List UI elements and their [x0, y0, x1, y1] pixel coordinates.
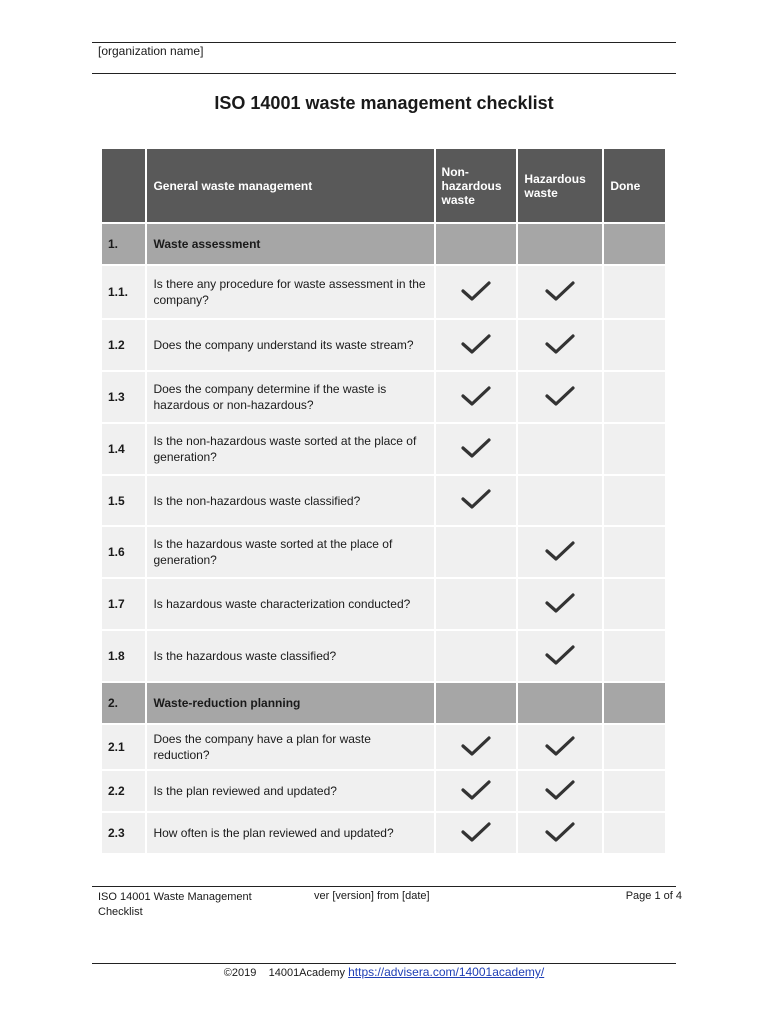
section-cell-done — [604, 224, 665, 264]
section-number: 2. — [102, 683, 145, 723]
item-question: How often is the plan reviewed and updated? — [147, 813, 433, 853]
hazardous-cell[interactable] — [518, 813, 602, 853]
item-question: Is the hazardous waste classified? — [147, 631, 433, 681]
checkmark-icon — [543, 643, 577, 667]
item-number: 1.6 — [102, 527, 145, 577]
hazardous-cell[interactable] — [518, 527, 602, 577]
item-number: 2.1 — [102, 725, 145, 769]
page-title: ISO 14001 waste management checklist — [214, 93, 554, 113]
done-cell[interactable] — [604, 725, 665, 769]
checklist-row — [102, 579, 665, 629]
section-row — [102, 683, 665, 723]
section-title: Waste assessment — [147, 224, 433, 264]
checkmark-icon — [543, 820, 577, 844]
hazardous-cell[interactable] — [518, 631, 602, 681]
checklist-row — [102, 725, 665, 769]
section-cell-non-hazardous — [436, 683, 517, 723]
item-number: 2.2 — [102, 771, 145, 811]
non-hazardous-cell[interactable] — [436, 631, 517, 681]
hazardous-cell[interactable] — [518, 266, 602, 318]
column-header-done: Done — [604, 149, 665, 222]
organization-name: [organization name] — [98, 44, 204, 58]
non-hazardous-cell[interactable] — [436, 320, 517, 370]
checkmark-icon — [543, 384, 577, 408]
item-question: Is the hazardous waste sorted at the place of generation? — [147, 527, 433, 577]
footer-bottom-rule — [92, 963, 676, 964]
checklist-row — [102, 266, 665, 318]
checkmark-icon — [459, 487, 493, 511]
non-hazardous-cell[interactable] — [436, 771, 517, 811]
non-hazardous-cell[interactable] — [436, 725, 517, 769]
checklist-row — [102, 424, 665, 474]
non-hazardous-cell[interactable] — [436, 579, 517, 629]
hazardous-cell[interactable] — [518, 725, 602, 769]
checkmark-icon — [543, 778, 577, 802]
checkmark-icon — [543, 591, 577, 615]
checklist-row — [102, 771, 665, 811]
checklist-row — [102, 476, 665, 525]
item-number: 1.5 — [102, 476, 145, 525]
done-cell[interactable] — [604, 813, 665, 853]
company-name: 14001Academy — [268, 967, 346, 979]
column-header-number — [102, 149, 145, 222]
done-cell[interactable] — [604, 372, 665, 422]
item-number: 1.8 — [102, 631, 145, 681]
item-number: 1.3 — [102, 372, 145, 422]
done-cell[interactable] — [604, 320, 665, 370]
done-cell[interactable] — [604, 266, 665, 318]
header-bottom-rule — [92, 73, 676, 74]
checkmark-icon — [459, 734, 493, 758]
footer-page-number: Page 1 of 4 — [625, 890, 682, 902]
done-cell[interactable] — [604, 579, 665, 629]
checkmark-icon — [459, 279, 493, 303]
item-number: 1.2 — [102, 320, 145, 370]
column-header-question: General waste management — [147, 149, 433, 222]
checkmark-icon — [459, 820, 493, 844]
checklist-row — [102, 372, 665, 422]
academy-link[interactable]: https://advisera.com/14001academy/ — [348, 965, 545, 979]
copyright-year: ©2019 — [223, 967, 257, 979]
column-header-hazardous: Hazardous waste — [518, 149, 602, 222]
hazardous-cell[interactable] — [518, 476, 602, 525]
checklist-row — [102, 527, 665, 577]
footer-document-name: ISO 14001 Waste Management Checklist — [98, 891, 252, 918]
footer-version: ver [version] from [date] — [314, 890, 430, 902]
checklist-row — [102, 320, 665, 370]
section-title: Waste-reduction planning — [147, 683, 433, 723]
item-question: Is there any procedure for waste assessment in the company? — [147, 266, 433, 318]
table-header-row — [102, 149, 665, 222]
done-cell[interactable] — [604, 424, 665, 474]
hazardous-cell[interactable] — [518, 579, 602, 629]
item-number: 1.1. — [102, 266, 145, 318]
header-top-rule — [92, 42, 676, 43]
checkmark-icon — [543, 279, 577, 303]
item-question: Is hazardous waste characterization conducted? — [147, 579, 433, 629]
item-number: 1.4 — [102, 424, 145, 474]
item-question: Does the company determine if the waste is hazardous or non-hazardous? — [147, 372, 433, 422]
non-hazardous-cell[interactable] — [436, 813, 517, 853]
non-hazardous-cell[interactable] — [436, 372, 517, 422]
non-hazardous-cell[interactable] — [436, 476, 517, 525]
section-cell-hazardous — [518, 224, 602, 264]
section-row — [102, 224, 665, 264]
checkmark-icon — [543, 539, 577, 563]
checkmark-icon — [459, 332, 493, 356]
non-hazardous-cell[interactable] — [436, 527, 517, 577]
done-cell[interactable] — [604, 527, 665, 577]
item-question: Is the non-hazardous waste classified? — [147, 476, 433, 525]
item-question: Is the plan reviewed and updated? — [147, 771, 433, 811]
checklist-table — [100, 147, 667, 855]
section-number: 1. — [102, 224, 145, 264]
item-question: Is the non-hazardous waste sorted at the place of generation? — [147, 424, 433, 474]
hazardous-cell[interactable] — [518, 320, 602, 370]
section-cell-done — [604, 683, 665, 723]
item-number: 2.3 — [102, 813, 145, 853]
item-question: Does the company understand its waste stream? — [147, 320, 433, 370]
checkmark-icon — [459, 778, 493, 802]
done-cell[interactable] — [604, 771, 665, 811]
column-header-non-hazardous: Non-hazardous waste — [436, 149, 517, 222]
done-cell[interactable] — [604, 476, 665, 525]
item-question: Does the company have a plan for waste reduction? — [147, 725, 433, 769]
hazardous-cell[interactable] — [518, 771, 602, 811]
done-cell[interactable] — [604, 631, 665, 681]
item-number: 1.7 — [102, 579, 145, 629]
non-hazardous-cell[interactable] — [436, 266, 517, 318]
hazardous-cell[interactable] — [518, 372, 602, 422]
checklist-row — [102, 813, 665, 853]
hazardous-cell[interactable] — [518, 424, 602, 474]
footer-top-rule — [92, 886, 676, 887]
checklist-row — [102, 631, 665, 681]
copyright-line — [0, 965, 768, 979]
section-cell-hazardous — [518, 683, 602, 723]
section-cell-non-hazardous — [436, 224, 517, 264]
checkmark-icon — [459, 384, 493, 408]
checkmark-icon — [543, 734, 577, 758]
checkmark-icon — [459, 436, 493, 460]
checkmark-icon — [543, 332, 577, 356]
non-hazardous-cell[interactable] — [436, 424, 517, 474]
